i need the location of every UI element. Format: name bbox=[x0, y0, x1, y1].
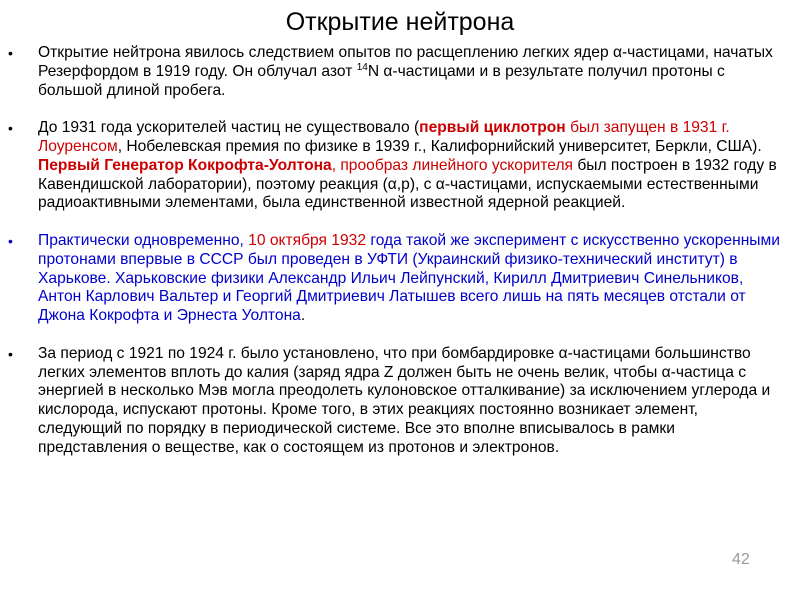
bullet-dot-icon: • bbox=[8, 345, 13, 362]
linear-accelerator-highlight: , прообраз линейного ускорителя bbox=[331, 156, 573, 174]
paragraph-1-text-end: N α-частицами и в результате получил протоны с большой длиной пробега. bbox=[38, 62, 725, 99]
bullet-list bbox=[0, 44, 800, 476]
paragraph-3-text: Практически одновременно, bbox=[38, 231, 249, 249]
bullet-dot-icon: • bbox=[8, 45, 13, 61]
bullet-paragraph-2 bbox=[0, 119, 800, 213]
first-cyclotron-highlight: первый циклотрон bbox=[419, 119, 566, 137]
paragraph-1-text: Открытие нейтрона явилось следствием опытов по расщеплению легких ядер α-частицами, начатых Резерфордом в 1919 году. Он облучал азот bbox=[38, 44, 773, 80]
bullet-dot-icon: • bbox=[8, 120, 13, 137]
page-number: 42 bbox=[732, 551, 750, 568]
paragraph-3-text-mid: года такой же эксперимент с искусственно ускоренными протонами впервые в СССР был проведен в УФТИ (Украинский физико-технический институт) в Харькове. Харьковские физики Александр Ильич Лейпунский, Кирилл Дмитриевич Синельников, Антон Карлович Вальтер и Георгий Дмитриевич Латышев всего лишь на пять месяцев отстали от Джона Кокрофта и Эрнеста Уолтона bbox=[38, 231, 780, 325]
slide-title: Открытие нейтрона bbox=[285, 8, 515, 36]
bullet-dot-icon: • bbox=[8, 232, 13, 249]
paragraph-2-text: До 1931 года ускорителей частиц не существовало ( bbox=[38, 119, 420, 137]
cockcroft-walton-highlight: Первый Генератор Кокрофта-Уолтона bbox=[38, 156, 332, 174]
paragraph-2-text-mid: , Нобелевская премия по физике в 1939 г., Калифорнийский университет, Беркли, США). bbox=[117, 137, 762, 155]
bullet-paragraph-3 bbox=[0, 232, 800, 326]
isotope-superscript: 14 bbox=[356, 61, 368, 73]
bullet-paragraph-4 bbox=[0, 345, 800, 458]
bullet-paragraph-1 bbox=[0, 44, 800, 100]
lawrence-highlight: был запущен в 1931 г. Лоуренсом bbox=[38, 119, 730, 155]
paragraph-4-text: За период с 1921 по 1924 г. было установлено, что при бомбардировке α-частицами большинство легких элементов вплоть до калия (заряд ядра Z должен быть не очень велик, чтобы α-частица с энергией в несколько Мэв могла преодолеть кулоновское отталкивание) за исключением углерода и кислорода, испускают протоны. Кроме того, в этих реакциях постоянно возникает элемент, следующий по порядку в периодической системе. Все это вполне вписывалось в рамки представления о веществе, как о состоящем из протонов и электронов. bbox=[38, 344, 771, 456]
date-highlight: 10 октября 1932 bbox=[248, 231, 367, 249]
paragraph-3-text-end: . bbox=[300, 307, 306, 325]
paragraph-2-text-end: был построен в 1932 году в Кавендишской лаборатории), поэтому реакция (α,p), с α-частицами, испускаемыми естественными радиоактивными элементами, была единственной известной ядерной реакцией. bbox=[38, 156, 777, 212]
